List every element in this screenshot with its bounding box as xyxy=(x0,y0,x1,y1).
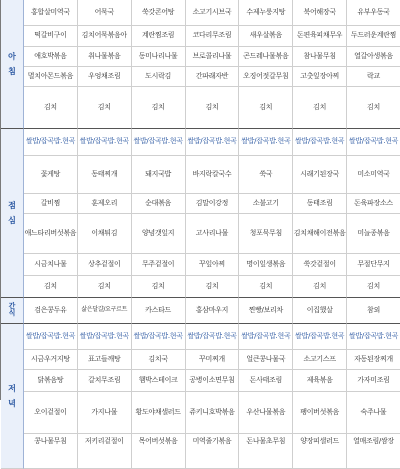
menu-cell: 떡갈비구이 xyxy=(24,26,78,46)
menu-cell: 열매조림/쌈장 xyxy=(347,434,400,469)
section-label-char: 심 xyxy=(8,215,16,225)
menu-cell: 순대볶음 xyxy=(132,194,186,214)
section-label-snack xyxy=(1,298,24,324)
menu-cell: 미늘종볶음 xyxy=(347,214,400,254)
section-label-lunch xyxy=(1,129,24,297)
menu-cell: 쌀밥/잡곡밥.현곡 xyxy=(293,324,347,350)
menu-cell: 돈육파장소스 xyxy=(347,194,400,214)
menu-cell: 쌀밥/잡곡밥.현곡 xyxy=(132,324,186,350)
menu-cell: 도시락김 xyxy=(132,67,186,87)
menu-cell: 쌀밥/잡곡밥.현곡 xyxy=(347,324,400,350)
menu-cell: 쌀밥/잡곡밥.현곡 xyxy=(24,129,78,155)
menu-cell: 김치 xyxy=(24,276,78,298)
menu-cell: 훈제오리 xyxy=(78,194,132,214)
menu-cell: 유부우동국 xyxy=(347,0,400,26)
menu-cell: 애느타리버섯볶음 xyxy=(24,214,78,254)
menu-cell: 고춧잎장아찌 xyxy=(293,67,347,87)
menu-cell: 돼지국밥 xyxy=(132,156,186,195)
menu-cell: 김치 xyxy=(132,276,186,298)
menu-cell: 소불고기 xyxy=(239,194,293,214)
menu-cell: 간파래자반 xyxy=(186,67,240,87)
menu-cell: 참외 xyxy=(347,298,400,324)
menu-cell: 김치 xyxy=(239,87,293,129)
menu-cell: 김치 xyxy=(239,276,293,298)
menu-cell: 카스타드 xyxy=(132,298,186,324)
menu-cell: 김치채해이전볶음 xyxy=(293,214,347,254)
menu-cell: 가자미조림 xyxy=(347,370,400,392)
menu-cell: 가지나물 xyxy=(78,392,132,434)
menu-cell: 멸치아몬드볶음 xyxy=(24,67,78,87)
menu-cell: 쌀밥/잡곡밥.현곡 xyxy=(347,129,400,155)
menu-cell: 자동된장찌개 xyxy=(347,350,400,370)
menu-cell: 꾸미찌개 xyxy=(186,350,240,370)
menu-cell: 시래기된장국 xyxy=(293,156,347,195)
menu-cell: 쌀밥/잡곡밥.현곡 xyxy=(293,129,347,155)
menu-cell: 찐빵/보리차 xyxy=(239,298,293,324)
menu-cell: 락교 xyxy=(347,67,400,87)
menu-cell: 쑥갓콘어탕 xyxy=(132,0,186,26)
menu-cell: 이채튀김 xyxy=(78,214,132,254)
menu-cell: 쥬키니호박볶음 xyxy=(186,392,240,434)
menu-cell: 애호박볶음 xyxy=(24,47,78,67)
menu-cell: 표고들깨탕 xyxy=(78,350,132,370)
menu-cell: 명이잎생볶음 xyxy=(239,254,293,276)
menu-cell: 소고기시브국 xyxy=(186,0,240,26)
menu-cell: 홍합살미역국 xyxy=(24,0,78,26)
menu-cell: 김치 xyxy=(78,276,132,298)
menu-cell: 소고기스프 xyxy=(293,350,347,370)
menu-cell: 김치국 xyxy=(132,350,186,370)
menu-cell: 쑥국 xyxy=(239,156,293,195)
menu-cell: 오이겉절이 xyxy=(24,392,78,434)
menu-cell: 저키리겉절이 xyxy=(78,434,132,469)
menu-cell: 김치 xyxy=(293,87,347,129)
menu-cell: 코다리무조림 xyxy=(186,26,240,46)
section-label-breakfast xyxy=(1,0,24,129)
menu-cell: 갈비찜 xyxy=(24,194,78,214)
menu-cell: 쌀밥/잡곡밥.현곡 xyxy=(132,129,186,155)
menu-cell: 우엉채조림 xyxy=(78,67,132,87)
menu-cell: 돈편육피채무우 xyxy=(293,26,347,46)
menu-cell: 열갈아생볶음 xyxy=(347,47,400,67)
menu-cell: 쌀밥/잡곡밥.현곡 xyxy=(78,129,132,155)
menu-cell: 돈나물초무침 xyxy=(239,434,293,469)
menu-cell: 공병이소면무침 xyxy=(186,370,240,392)
menu-cell: 김치 xyxy=(186,276,240,298)
menu-cell: 시금우거지탕 xyxy=(24,350,78,370)
menu-cell: 계란찜조림 xyxy=(132,26,186,46)
menu-cell: 김치 xyxy=(132,87,186,129)
menu-cell: 쌀밥/잡곡밥.현곡 xyxy=(239,324,293,350)
section-label-char: 간 xyxy=(8,301,16,310)
menu-cell: 청포묵무침 xyxy=(239,214,293,254)
menu-cell: 무절단무지 xyxy=(347,254,400,276)
menu-cell: 꽃게탕 xyxy=(24,156,78,195)
menu-cell: 취나물볶음 xyxy=(78,47,132,67)
section-label-char: 식 xyxy=(8,309,16,318)
menu-cell: 이집했살 xyxy=(293,298,347,324)
menu-cell: 김말이강정 xyxy=(186,194,240,214)
menu-cell: 쌀밥/잡곡밥.현곡 xyxy=(239,129,293,155)
menu-cell: 목어버섯볶음 xyxy=(132,434,186,469)
menu-cell: 바지락칼국수 xyxy=(186,156,240,195)
menu-cell: 팽이버섯볶음 xyxy=(293,392,347,434)
section-label-dinner xyxy=(1,324,24,469)
menu-cell: 새우살볶음 xyxy=(239,26,293,46)
menu-cell: 김치어묵볶음아 xyxy=(78,26,132,46)
menu-cell: 브로콜리나물 xyxy=(186,47,240,67)
section-label-char: 침 xyxy=(8,67,16,77)
menu-cell: 김치 xyxy=(347,276,400,298)
menu-cell: 동태찌개 xyxy=(78,156,132,195)
menu-cell: 쌀밥/잡곡밥.현곡 xyxy=(78,324,132,350)
menu-cell: 김치 xyxy=(347,87,400,129)
menu-cell: 닭볶음탕 xyxy=(24,370,78,392)
section-label-char: 아 xyxy=(8,51,16,61)
menu-cell: 쌀밥/잡곡밥.현곡 xyxy=(186,324,240,350)
menu-cell: 상추겉절이 xyxy=(78,254,132,276)
menu-cell: 오징어젓갈무침 xyxy=(239,67,293,87)
menu-cell: 콩나물무침 xyxy=(24,434,78,469)
menu-cell: 고사리나물 xyxy=(186,214,240,254)
menu-cell: 김치 xyxy=(78,87,132,129)
menu-cell: 수제누룽지탕 xyxy=(239,0,293,26)
menu-cell: 우산나물볶음 xyxy=(239,392,293,434)
menu-cell: 쌀밥/잡곡밥.현곡 xyxy=(24,324,78,350)
menu-cell: 돈사태조림 xyxy=(239,370,293,392)
menu-cell: 참나물무침 xyxy=(293,47,347,67)
menu-cell: 미소미역국 xyxy=(347,156,400,195)
section-label-char: 점 xyxy=(8,200,16,210)
menu-cell: 김치 xyxy=(293,276,347,298)
menu-cell: 꾸잎아찌 xyxy=(186,254,240,276)
menu-cell: 동태조림 xyxy=(293,194,347,214)
menu-cell: 김치 xyxy=(186,87,240,129)
section-label-char: 저 xyxy=(8,383,16,393)
menu-cell: 두드러운계란찜 xyxy=(347,26,400,46)
menu-cell: 양념갯잎지 xyxy=(132,214,186,254)
menu-cell: 동미나리나물 xyxy=(132,47,186,67)
menu-cell: 양장피샐러드 xyxy=(293,434,347,469)
menu-cell: 시금치나물 xyxy=(24,254,78,276)
menu-cell: 얼큰콩나물국 xyxy=(239,350,293,370)
menu-cell: 삶은달걀/요구르트 xyxy=(78,298,132,324)
menu-cell: 갈치무조림 xyxy=(78,370,132,392)
menu-cell: 무주겉절이 xyxy=(132,254,186,276)
menu-cell: 제육볶음 xyxy=(293,370,347,392)
menu-cell: 어묵국 xyxy=(78,0,132,26)
section-label-char: 녁 xyxy=(8,398,16,408)
menu-cell: 햄박스테이크 xyxy=(132,370,186,392)
menu-cell: 곤드레나물볶음 xyxy=(239,47,293,67)
menu-cell: 쌀밥/잡곡밥.현곡 xyxy=(186,129,240,155)
menu-cell: 김치 xyxy=(24,87,78,129)
menu-cell: 검은콩두유 xyxy=(24,298,78,324)
menu-cell: 홍삼마우지 xyxy=(186,298,240,324)
menu-cell: 황도야채샐러드 xyxy=(132,392,186,434)
menu-cell: 숙주나물 xyxy=(347,392,400,434)
menu-cell: 북어해장국 xyxy=(293,0,347,26)
menu-cell: 미역줄기볶음 xyxy=(186,434,240,469)
menu-cell: 쑥갓겉절이 xyxy=(293,254,347,276)
